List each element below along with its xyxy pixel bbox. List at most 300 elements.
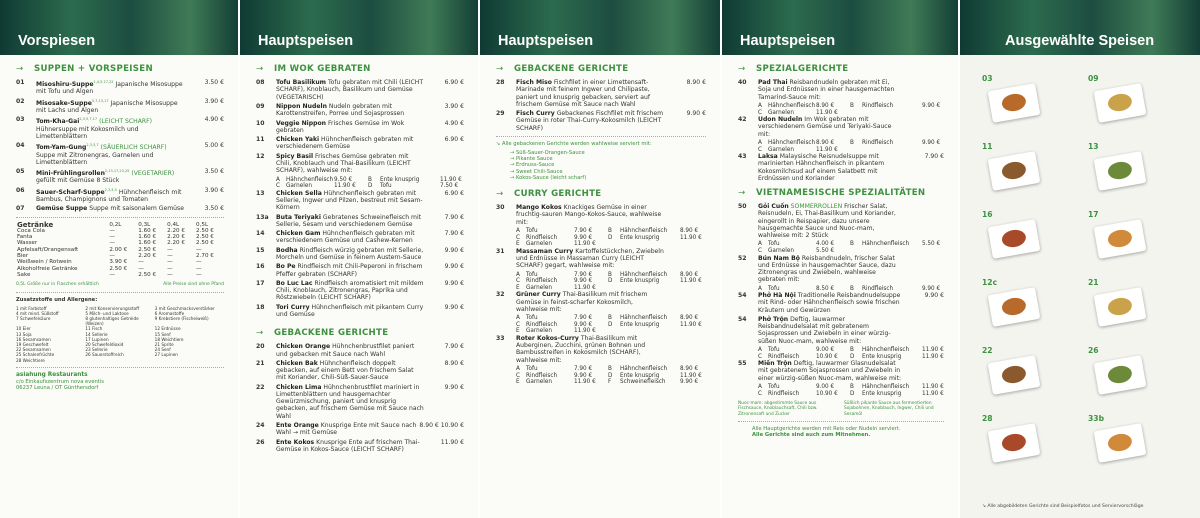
item-name: Gemüse Suppe: [36, 205, 88, 213]
item-text: [516, 79, 706, 108]
drink-cell: 2.50 €: [138, 271, 157, 278]
item-tag: (LEICHT SCHARF): [99, 118, 152, 126]
size-label: 0,5L: [196, 221, 209, 228]
variant-cell: 7.90 €: [574, 315, 593, 322]
item-name: Sauer-Scharf-Suppe: [36, 188, 105, 196]
variant-cell: B: [850, 139, 854, 146]
variant-row: [496, 241, 706, 248]
item-text: [36, 79, 224, 95]
address-line: c/o Einkaufszentrum nova eventis: [16, 379, 104, 386]
allergen-item: 9 Krebstiere (Fischeiweiß): [154, 316, 209, 322]
item-name: Mini-Frühlingsrollen: [36, 170, 105, 178]
item-name: Misoshiru-Suppe: [36, 81, 94, 89]
item-desc: Malaysische Reisnudelsuppe mit marinierten Hähnchenfleisch in pikantem Kokosmilchsud auf einem Salatbett mit Erdnüssen und Koriander: [758, 153, 885, 182]
variant-cell: 7.90 €: [574, 228, 593, 235]
item-number: 24: [256, 421, 265, 429]
item-number: 43: [738, 153, 747, 161]
item-tag: (SÄUERLICH SCHARF): [100, 144, 167, 152]
variant-cell: [608, 328, 620, 335]
divider: [496, 136, 706, 137]
menu-item: [256, 360, 464, 382]
item-text: [36, 142, 224, 166]
dish-number: 11: [982, 142, 993, 151]
dish-card: [982, 143, 1074, 203]
allergen-item: 17 Lupinen: [85, 336, 109, 342]
food-image: [1107, 228, 1134, 249]
panel-hauptspeisen-3: [722, 0, 958, 518]
menu-item: [16, 168, 224, 184]
variant-cell: Hähnchenfleisch: [768, 103, 816, 109]
plate-image: [988, 287, 1041, 327]
panel-vorspeisen: [0, 0, 238, 518]
baked-list: [256, 343, 464, 453]
plate-image: [988, 355, 1041, 395]
final-note: Alle Gerichte sind auch zum Mitnehmen.: [752, 431, 871, 438]
variant-cell: Garnelen: [286, 183, 312, 190]
dish-number: 13: [1088, 142, 1099, 151]
variant-cell: Ente knusprig: [620, 372, 660, 379]
arrow-icon: →: [256, 328, 264, 339]
item-name: Tori Curry: [276, 303, 310, 311]
variant-cell: Rindfleisch: [526, 372, 558, 379]
allergen-item: 8 glutenhaltiges Getreide (Weizen): [85, 316, 139, 327]
drink-cell: 2.20 €: [167, 227, 185, 234]
item-number: 32: [496, 291, 505, 299]
variant-cell: C: [516, 321, 520, 328]
drinks-note: 0,5L Größe nur in Flaschen erhältlich: [16, 282, 99, 288]
item-price: 3.50 €: [204, 79, 224, 87]
item-text: [276, 360, 464, 382]
divider: [16, 367, 224, 368]
item-number: 40: [738, 79, 747, 87]
item-price: 7.90 €: [444, 213, 464, 221]
panel-title: Hauptspeisen: [740, 33, 836, 49]
dish-number: 09: [1088, 74, 1099, 83]
item-desc: Gebackenes Fischfilet mit frischem Gemüse in roter Thai-Curry-Kokosmilch (LEICHT SCHARF): [516, 110, 664, 132]
variant-cell: A: [758, 103, 762, 109]
item-text: [276, 190, 464, 212]
variant-cell: Hähnchenfleisch: [862, 241, 910, 248]
item-extra: 2 Stück: [805, 232, 829, 239]
variant-cell: 9.90 €: [922, 103, 941, 109]
item-number: 14: [256, 230, 265, 238]
variant-cell: Garnelen: [526, 284, 552, 291]
variant-row: [738, 347, 944, 354]
item-text: [516, 291, 706, 313]
variant-cell: D: [608, 234, 613, 241]
item-price: 7.90 €: [444, 343, 464, 351]
drink-cell: 2.50 €: [196, 227, 214, 234]
variant-row: [496, 379, 706, 386]
item-tag: SOMMERROLLEN: [790, 203, 843, 211]
menu-item: [256, 439, 464, 453]
variant-cell: Hähnchenfleisch: [620, 365, 668, 372]
allergen-codes: 2,13,17,23,25: [104, 169, 130, 174]
variant-cell: 11.90 €: [922, 390, 944, 397]
variant-cell: A: [516, 271, 520, 278]
variant-cell: Tofu: [380, 183, 392, 190]
variant-row: [738, 140, 944, 147]
variant-cell: 8.90 €: [680, 365, 699, 372]
variant-cell: B: [608, 365, 612, 372]
section-title: → SPEZIALGERICHTE: [738, 64, 849, 74]
item-price: 8.90 €: [444, 359, 464, 367]
item-desc: Frischer Salat, Reisnudeln, Ei, Thai-Basilikum und Koriander, eingerollt in Reispapier, dazu unsere hausgemachte Sauce und Nuoc-mam, wahlweise mit:: [758, 203, 896, 239]
variant-cell: [620, 241, 680, 248]
variant-cell: Ente knusprig: [620, 321, 660, 328]
variant-row: [738, 103, 944, 110]
variant-cell: D: [608, 372, 613, 379]
variant-cell: B: [608, 315, 612, 322]
allergen-codes: 2,3,5,7: [86, 143, 99, 148]
drinks-grid: [16, 222, 224, 279]
item-desc: Hühnchenfleisch mit Bambus, Champignons und Tomaten: [36, 188, 182, 203]
item-price: 11.90 €: [440, 438, 464, 446]
drink-cell: 2.70 €: [196, 253, 214, 260]
allergen-item: 19 Geschwefelt: [16, 342, 49, 348]
drink-cell: —: [196, 259, 202, 266]
allergen-list: [16, 306, 224, 363]
variant-cell: 9.90 €: [680, 379, 699, 386]
variant-cell: Garnelen: [768, 247, 794, 254]
variant-cell: 11.90 €: [440, 176, 462, 183]
drinks-note: Alle Preise sind ohne Pfand: [163, 282, 224, 288]
sauce-list: [496, 150, 706, 181]
section-title: → CURRY GERICHTE: [496, 189, 602, 200]
drink-cell: 1.60 €: [138, 227, 157, 234]
item-price: 9.90 €: [924, 292, 944, 300]
variant-cell: Garnelen: [768, 146, 794, 153]
drink-cell: Fanta: [17, 234, 33, 241]
allergen-item: 14 Sellerie: [85, 331, 108, 337]
dish-card: [1088, 347, 1180, 407]
drink-cell: —: [167, 253, 173, 260]
item-number: 26: [256, 438, 265, 446]
menu-item: [738, 316, 944, 345]
variant-row: [738, 248, 944, 255]
variant-row: [496, 373, 706, 380]
variant-cell: D: [608, 278, 613, 285]
drinks-title: Getränke: [17, 220, 54, 229]
variant-cell: 11.90 €: [922, 346, 944, 353]
item-name: Phở Hà Nội: [758, 292, 796, 300]
item-number: 06: [16, 186, 25, 194]
dish-card: [1088, 279, 1180, 339]
variant-row: [496, 228, 706, 235]
item-number: 42: [738, 116, 747, 124]
item-number: 12: [256, 152, 265, 160]
drink-cell: 1.60 €: [138, 240, 157, 247]
plate-image: [988, 423, 1041, 463]
footnote: Süßlich pikante Sauce aus fermentierten Sojabohnen, Knoblauch, Ingwer, Chili und Sesamöl: [844, 401, 934, 417]
variant-cell: 11.90 €: [574, 241, 596, 248]
item-name: Ente Orange: [276, 421, 319, 429]
panel-header: [0, 0, 238, 55]
plate-image: [988, 83, 1041, 123]
item-desc: Hühnchenbrustfilet paniert und gebacken mit Sauce nach Wahl: [276, 343, 415, 358]
menu-item: [256, 214, 464, 228]
item-number: 01: [16, 79, 25, 87]
item-desc: Im Wok gebraten mit verschiedenem Gemüse und Teriyaki-Sauce mit:: [758, 116, 892, 138]
allergen-item: 27 Lupinen: [154, 352, 178, 358]
drink-cell: —: [109, 227, 115, 234]
drink-cell: 2.50 €: [138, 246, 157, 253]
variant-cell: Ente knusprig: [862, 353, 902, 360]
variant-cell: C: [758, 390, 762, 397]
variant-cell: 8.90 €: [680, 315, 699, 322]
drink-cell: —: [109, 240, 115, 247]
variant-cell: 7.50 €: [440, 183, 459, 190]
allergen-item: 26 Sauerstoffreich: [85, 352, 124, 358]
variant-cell: 5.50 €: [922, 241, 941, 248]
item-desc: Reisbandnudeln gebraten mit Ei, Soja und Erdnüssen in einer hausgemachten Tamarind-Sauce mit:: [758, 79, 895, 101]
panel-title: Hauptspeisen: [258, 33, 354, 49]
item-price: 9.90 €: [444, 383, 464, 391]
variant-cell: D: [850, 353, 855, 360]
variant-cell: A: [758, 139, 762, 146]
item-text: [276, 343, 464, 357]
variant-cell: A: [516, 315, 520, 322]
variant-cell: 11.90 €: [574, 379, 596, 386]
drink-row: [16, 272, 224, 278]
baked-list: [496, 79, 706, 132]
item-name: Nippon Nudeln: [276, 103, 327, 110]
variant-cell: Hähnchenfleisch: [862, 383, 910, 390]
sauce-note: ↘ Alle gebackenen Gerichte werden wahlweise serviert mit:: [496, 140, 652, 147]
menu-item: [16, 205, 224, 212]
item-number: 09: [256, 103, 265, 110]
variant-cell: C: [758, 247, 762, 254]
item-number: 16: [256, 263, 265, 271]
variant-cell: 11.90 €: [680, 234, 702, 241]
menu-item: [16, 116, 224, 140]
item-number: 11: [256, 136, 265, 144]
item-text: [516, 335, 706, 364]
variant-cell: 11.90 €: [680, 278, 702, 285]
item-name: Ente Kokos: [276, 438, 315, 446]
variant-cell: A: [516, 228, 520, 235]
allergen-item: 12 Erdnüsse: [154, 326, 181, 332]
variant-row: [256, 177, 464, 184]
allergen-item: 2 mit Konservierungsstoff: [85, 305, 140, 311]
item-name: Veggie Nippon: [276, 119, 327, 127]
menu-item: [496, 204, 706, 226]
variant-cell: 11.90 €: [574, 328, 596, 335]
drink-cell: Alkoholfreie Getränke: [17, 265, 78, 272]
drink-cell: Sake: [17, 271, 31, 278]
item-price: 9.90 €: [686, 110, 706, 118]
variant-cell: [608, 285, 620, 292]
item-desc: Frisches Gemüse im Wok gebraten: [276, 119, 405, 134]
panel-title: Hauptspeisen: [498, 33, 594, 49]
food-image: [1107, 92, 1134, 113]
allergen-item: 23 Sellerie: [85, 347, 108, 353]
allergen-item: 28 Weichtiere: [16, 357, 45, 363]
variant-cell: [862, 248, 922, 255]
item-name: Chicken Bak: [276, 359, 318, 367]
food-image: [1107, 432, 1134, 453]
variant-cell: Tofu: [526, 365, 538, 372]
variant-cell: 11.90 €: [680, 372, 702, 379]
variant-cell: [862, 110, 922, 117]
variant-cell: Tofu: [768, 241, 780, 248]
drink-cell: —: [138, 259, 144, 266]
variant-row: [738, 391, 944, 398]
drink-cell: —: [167, 265, 173, 272]
allergen-item: 22 Sesamsamen: [16, 347, 51, 353]
item-number: 20: [256, 343, 265, 351]
arrow-icon: ↘: [982, 503, 988, 509]
panel-header: [240, 0, 478, 55]
item-name: Tofu Basilikum: [276, 79, 327, 87]
item-number: 54: [738, 315, 747, 323]
arrow-icon: →: [738, 64, 746, 74]
item-name: Massaman Curry: [516, 247, 574, 255]
drink-cell: —: [196, 265, 202, 272]
item-number: 55: [738, 360, 747, 368]
item-number: 08: [256, 79, 265, 87]
food-image: [1001, 92, 1028, 113]
item-desc: Hühnchenfleisch gebraten mit Sellerie, Ingwer und Pilzen, bestreut mit Sesam-Körnern: [276, 189, 423, 212]
variant-cell: Rindfleisch: [862, 285, 894, 292]
item-name: Fisch Miso: [516, 79, 552, 87]
drink-cell: 2.20 €: [167, 240, 185, 247]
variant-cell: B: [850, 346, 854, 353]
item-name: Chicken Yaki: [276, 136, 320, 144]
drinks-notes: [16, 282, 224, 288]
variant-cell: 8.90 €: [816, 139, 835, 146]
allergen-codes: 1,4,5,17,22: [93, 80, 114, 85]
item-text: [516, 110, 706, 132]
drink-cell: 2.50 €: [196, 240, 214, 247]
variant-cell: [850, 248, 862, 255]
plate-image: [1094, 151, 1147, 191]
variant-cell: 7.90 €: [574, 271, 593, 278]
menu-item: [738, 116, 944, 138]
variant-cell: E: [516, 284, 520, 291]
section-title: → SUPPEN + VORSPEISEN: [16, 64, 153, 74]
menu-item: [256, 247, 464, 261]
arrow-icon: →: [16, 64, 24, 74]
item-number: 52: [738, 254, 747, 262]
item-number: 13a: [256, 213, 269, 221]
item-name: Misosake-Suppe: [36, 99, 92, 107]
variant-cell: Tofu: [526, 315, 538, 322]
panel-ausgewaehlte: [960, 0, 1200, 518]
item-price: 3.90 €: [444, 103, 464, 110]
sauce-option: → Kokos-Sauce (leicht scharf): [510, 174, 587, 181]
variant-cell: Rindfleisch: [768, 390, 800, 397]
drink-cell: Wasser: [17, 240, 38, 247]
item-price: 3.90 €: [204, 186, 224, 194]
allergen-item: 16 Sesamsamen: [16, 336, 51, 342]
menu-item: [256, 190, 464, 212]
panel-header: [960, 0, 1200, 55]
item-number: 50: [738, 203, 747, 211]
plate-image: [1094, 219, 1147, 259]
variant-cell: Hähnchenfleisch: [768, 139, 816, 146]
item-name: Spicy Basil: [276, 152, 314, 160]
item-name: Roter Kokos-Curry: [516, 334, 579, 342]
drink-cell: 2.20 €: [167, 234, 185, 241]
arrow-icon: ↘: [496, 140, 502, 147]
dishes-note: ↘ Alle abgebildeten Gerichte sind Beispielfotos und Serviervorschläge: [982, 503, 1144, 509]
item-name: Phở Trộn: [758, 315, 789, 323]
variant-cell: C: [758, 109, 762, 116]
drink-cell: —: [109, 234, 115, 241]
item-price: 6.90 €: [444, 189, 464, 197]
item-price: 6.90 €: [444, 136, 464, 144]
item-name: Bo Pe: [276, 263, 296, 271]
variant-cell: C: [516, 278, 520, 285]
item-number: 29: [496, 110, 505, 118]
section-title: → GEBACKENE GERICHTE: [256, 328, 389, 339]
allergen-codes: 5,7,13,17: [91, 98, 109, 103]
item-text: [758, 316, 944, 345]
menu-item: [16, 98, 224, 114]
allergen-codes: 2,3,4,5: [104, 187, 117, 192]
dish-grid: [982, 75, 1180, 475]
allergen-codes: 2,3,5,7,17: [79, 117, 98, 122]
dish-card: [982, 279, 1074, 339]
variant-cell: 9.90 €: [574, 234, 593, 241]
variant-cell: 11.90 €: [922, 353, 944, 360]
item-price: 9.90 €: [444, 263, 464, 271]
menu-item: [256, 384, 464, 420]
variant-cell: C: [276, 183, 280, 190]
dish-card: [982, 75, 1074, 135]
food-image: [1107, 364, 1134, 385]
plate-image: [1094, 355, 1147, 395]
menu-item: [16, 187, 224, 203]
item-number: 30: [496, 204, 505, 212]
item-desc: Fischfilet in einer Limettensaft-Marinade mit feinem Ingwer und Chilipaste, paniert und knusprig gebacken, serviert auf frischem Gemüse mit Sauce nach Wahl: [516, 79, 650, 108]
variant-cell: A: [516, 365, 520, 372]
item-price: 9.90 €: [444, 246, 464, 254]
item-desc: Hühnchenbrustfilet mariniert in Limettenblättern und hausgemachter Gewürzmischung, paniert und knusprig gebacken, auf frischem Gemüse mit Sauce nach Wahl: [276, 383, 424, 420]
variant-cell: Rindfleisch: [526, 234, 558, 241]
variant-cell: [922, 147, 952, 154]
variant-cell: [862, 147, 922, 154]
drink-cell: —: [167, 259, 173, 266]
menu-item: [256, 153, 464, 175]
variant-cell: 11.90 €: [574, 284, 596, 291]
item-name: Bodha: [276, 246, 298, 254]
drink-cell: —: [109, 271, 115, 278]
variant-cell: E: [516, 241, 520, 248]
item-text: [276, 439, 464, 453]
item-name: Tom-Yam-Gung: [36, 144, 87, 152]
allergen-item: 15 Senf: [154, 331, 171, 337]
food-image: [1107, 160, 1134, 181]
variant-cell: Hähnchenfleisch: [620, 228, 668, 235]
item-desc: Suppe mit Zitronengras, Garnelen und Limettenblättern: [36, 151, 154, 166]
variant-row: [738, 147, 944, 154]
dish-number: 03: [982, 74, 993, 83]
item-number: 17: [256, 279, 265, 287]
food-image: [1107, 296, 1134, 317]
item-number: 33: [496, 334, 505, 342]
drink-cell: —: [196, 246, 202, 253]
drink-cell: 2.50 €: [196, 234, 214, 241]
plate-image: [988, 219, 1041, 259]
item-desc: Rindfleisch aromatisiert mit mildem Chili, Knoblauch, Zitronengras, Paprika und Röstzwiebeln (LEICHT SCHARF): [276, 279, 424, 302]
variant-cell: D: [850, 390, 855, 397]
drink-cell: —: [167, 246, 173, 253]
address-line: 06237 Leuna / OT Günthersdorf: [16, 385, 99, 392]
item-number: 07: [16, 205, 25, 213]
variant-row: [256, 183, 464, 190]
